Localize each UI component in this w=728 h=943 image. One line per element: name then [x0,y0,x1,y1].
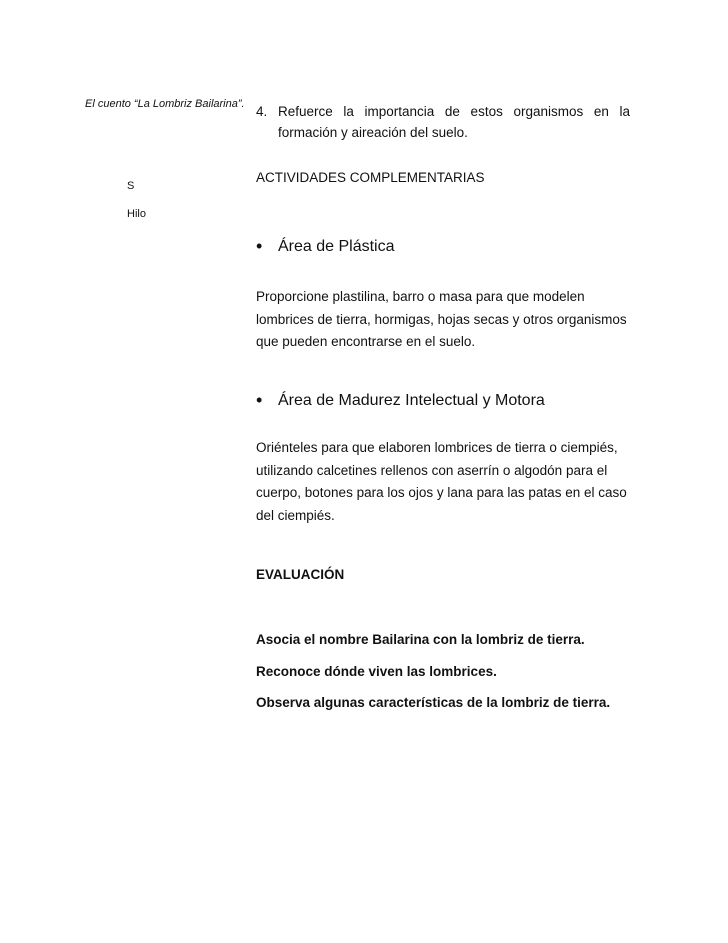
bullet-icon: • [256,236,263,256]
item-4-line-1: Refuerce la importancia de estos organismos en la [278,104,630,119]
madurez-bullet-heading [256,390,545,411]
madurez-paragraph [256,437,636,527]
complementarias-heading: ACTIVIDADES COMPLEMENTARIAS [256,170,485,185]
madurez-line: del ciempiés. [256,507,335,523]
evaluacion-item: Reconoce dónde viven las lombrices. [256,664,497,679]
plastica-line: lombrices de tierra, hormigas, hojas secas y otros organismos [256,311,627,327]
evaluacion-item: Asocia el nombre Bailarina con la lombriz de tierra. [256,632,585,647]
margin-s-label: S [127,180,135,192]
item-number: 4. [256,104,268,119]
evaluacion-heading: EVALUACIÓN [256,567,345,582]
item-4-line-2: formación y aireación del suelo. [278,125,468,140]
bullet-icon: • [256,390,263,410]
margin-hilo-label: Hilo [127,208,146,220]
plastica-bullet-heading [256,236,395,257]
madurez-line: utilizando calcetines rellenos con aserrín o algodón para el [256,462,608,478]
numbered-item-4 [256,101,630,143]
plastica-title: Área de Plástica [278,237,395,255]
margin-story-title: El cuento “La Lombriz Bailarina”. [85,98,245,110]
plastica-line: Proporcione plastilina, barro o masa para que modelen [256,289,585,304]
plastica-line: que pueden encontrarse en el suelo. [256,334,476,349]
madurez-title: Área de Madurez Intelectual y Motora [278,391,545,409]
madurez-line: cuerpo, botones para los ojos y lana para las patas en el caso [256,485,627,500]
madurez-line: Oriénteles para que elaboren lombrices de tierra o ciempiés, [256,440,618,455]
plastica-paragraph [256,286,636,354]
evaluacion-item: Observa algunas características de la lombriz de tierra. [256,695,611,710]
